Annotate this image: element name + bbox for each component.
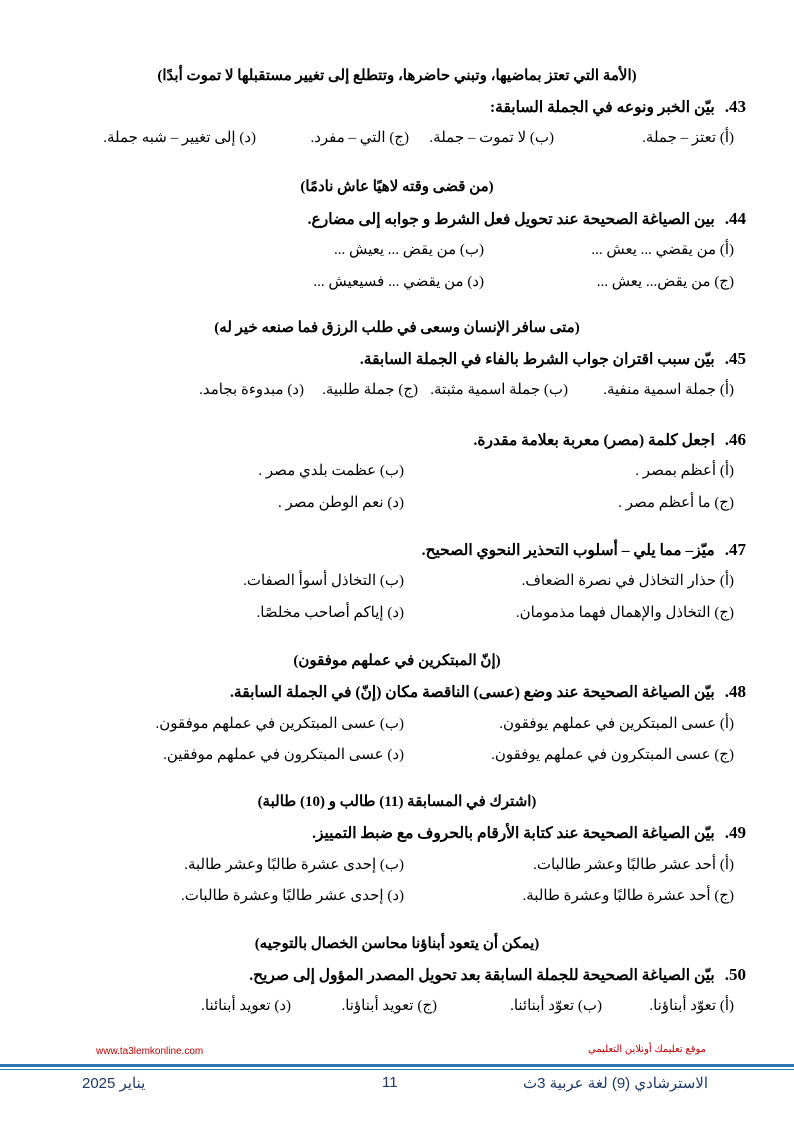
question-text: بين الصياغة الصحيحة عند تحويل فعل الشرط و جوابه إلى مضارع. [307,211,715,228]
question-43 [40,97,746,117]
question-number: 43. [724,97,746,116]
context-sentence-44: (من قضى وقته لاهيًا عاش نادمًا) [300,179,494,195]
option-d: (د) عسى المبتكرون في عملهم موفقين. [163,747,404,763]
option-c: (ج) التي – مفرد. [310,130,409,146]
question-48 [40,682,746,702]
option-b: (ب) من يقض ... يعيش ... [333,242,484,258]
footer-date: يناير 2025 [82,1075,146,1092]
option-b: (ب) جملة اسمية مثبتة. [430,382,568,398]
option-b: (ب) إحدى عشرة طالبًا وعشر طالبة. [184,857,404,873]
option-a: (أ) أعظم بمصر . [635,463,734,479]
question-number: 47. [724,540,746,559]
option-c: (ج) عسى المبتكرون في عملهم يوفقون. [491,747,734,763]
option-c: (ج) أحد عشرة طالبًا وعشرة طالبة. [522,888,734,904]
question-text: بيّن الصياغة الصحيحة عند كتابة الأرقام بالحروف مع ضبط التمييز. [312,825,715,842]
question-44 [40,209,746,229]
context-sentence-50: (يمكن أن يتعود أبناؤنا محاسن الخصال بالتوجيه) [254,936,540,952]
footer-page-number: 11 [382,1074,398,1091]
question-46 [40,430,746,450]
question-text: بيّن الصياغة الصحيحة عند وضع (عسى) الناقصة مكان (إنّ) في الجملة السابقة. [230,684,715,701]
question-49 [40,823,746,843]
option-a: (أ) تعتز – جملة. [642,130,734,146]
question-number: 49. [724,823,746,842]
question-47 [40,540,746,560]
option-d: (د) تعويد أبنائنا. [201,998,291,1014]
footer-site-name: موقع تعليمك أونلاين التعليمي [588,1044,706,1055]
option-d: (د) إلى تغيير – شبه جملة. [103,130,256,146]
option-c: (ج) التخاذل والإهمال فهما مذمومان. [515,605,734,621]
option-d: (د) من يقضي ... فسيعيش ... [313,274,484,290]
question-number: 45. [724,349,746,368]
question-text: اجعل كلمة (مصر) معربة بعلامة مقدرة. [473,432,715,449]
option-c: (ج) جملة طلبية. [322,382,418,398]
option-a: (أ) أحد عشر طالبًا وعشر طالبات. [533,857,734,873]
option-c: (ج) تعويد أبناؤنا. [341,998,437,1014]
option-a: (أ) جملة اسمية منفية. [603,382,734,398]
option-a: (أ) تعوّد أبناؤنا. [649,998,734,1014]
question-45 [40,349,746,369]
option-c: (ج) ما أعظم مصر . [618,495,734,511]
option-b: (ب) عظمت بلدي مصر . [258,463,404,479]
question-text: بيّن سبب اقتران جواب الشرط بالفاء في الجملة السابقة. [359,351,715,368]
question-text: بيّن الصياغة الصحيحة للجملة السابقة بعد تحويل المصدر المؤول إلى صريح. [249,967,715,984]
footer-rule-thick [0,1064,794,1067]
footer-website-link[interactable]: www.ta3lemkonline.com [96,1046,204,1057]
option-b: (ب) تعوّد أبنائنا. [510,998,602,1014]
question-number: 50. [724,965,746,984]
option-a: (أ) من يقضي ... يعش ... [591,242,734,258]
option-b: (ب) لا تموت – جملة. [429,130,554,146]
question-number: 48. [724,682,746,701]
option-c: (ج) من يقض... يعش ... [596,274,734,290]
option-d: (د) إياكم أصاحب مخلصًا. [256,605,404,621]
context-sentence-48: (إنّ المبتكرين في عملهم موفقون) [293,653,501,669]
footer-exam-title: الاسترشادي (9) لغة عربية 3ث [523,1075,708,1092]
question-text: ميّز– مما يلي – أسلوب التحذير النحوي الصحيح. [421,542,715,559]
context-sentence-49: (اشترك في المسابقة (11) طالب و (10) طالبة) [257,794,537,810]
option-b: (ب) التخاذل أسوأ الصفات. [243,573,404,589]
question-number: 44. [724,209,746,228]
footer-rule-thin [0,1069,794,1070]
option-d: (د) مبدوءة بجامد. [199,382,304,398]
option-d: (د) نعم الوطن مصر . [278,495,404,511]
option-b: (ب) عسى المبتكرين في عملهم موفقون. [155,716,404,732]
question-50 [40,965,746,985]
option-a: (أ) عسى المبتكرين في عملهم يوفقون. [499,716,734,732]
question-text: بيّن الخبر ونوعه في الجملة السابقة: [489,99,715,116]
option-a: (أ) حذار التخاذل في نصرة الضعاف. [521,573,734,589]
context-sentence-45: (متى سافر الإنسان وسعى في طلب الرزق فما صنعه خير له) [214,320,580,336]
option-d: (د) إحدى عشر طالبًا وعشرة طالبات. [180,888,404,904]
question-number: 46. [724,430,746,449]
context-sentence-43: (الأمة التي تعتز بماضيها، وتبني حاضرها، وتتطلع إلى تغيير مستقبلها لا تموت أبدًا) [157,68,637,84]
